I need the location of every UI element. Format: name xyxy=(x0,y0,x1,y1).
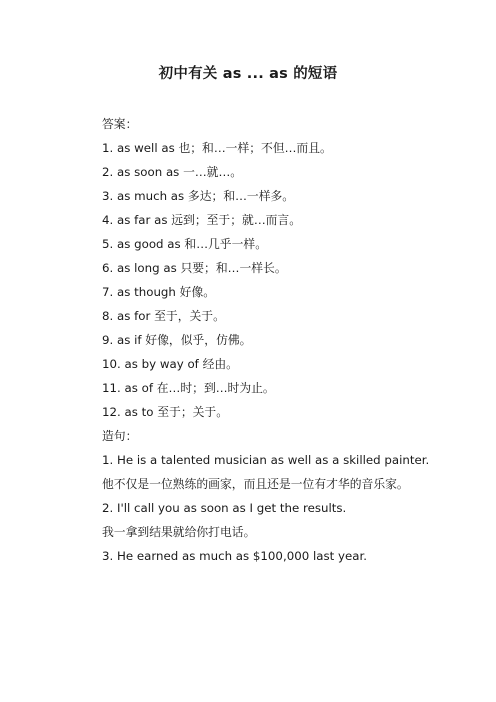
answer-item: 5. as good as 和…几乎一样。 xyxy=(102,237,267,251)
document-body xyxy=(78,112,430,568)
example-sentence-en: 2. I'll call you as soon as I get the results. xyxy=(102,501,347,515)
answer-item: 11. as of 在…时；到…时为止。 xyxy=(102,381,275,395)
answer-label: 答案： xyxy=(102,117,138,131)
example-sentence-zh: 我一拿到结果就给你打电话。 xyxy=(102,525,256,539)
answer-item: 7. as though 好像。 xyxy=(102,285,216,299)
answer-item: 10. as by way of 经由。 xyxy=(102,357,238,371)
answer-item: 9. as if 好像，似乎，仿佛。 xyxy=(102,333,252,347)
example-sentence-en: 1. He is a talented musician as well as a skilled painter. xyxy=(102,453,430,467)
answer-item: 6. as long as 只要；和…一样长。 xyxy=(102,261,287,275)
answer-item: 1. as well as 也；和…一样；不但…而且。 xyxy=(102,141,332,155)
example-sentence-en: 3. He earned as much as $100,000 last year. xyxy=(102,549,367,563)
answer-item: 2. as soon as 一…就…。 xyxy=(102,165,243,179)
answer-item: 4. as far as 远到；至于；就…而言。 xyxy=(102,213,302,227)
page-title: 初中有关 as ... as 的短语 xyxy=(158,66,338,82)
answer-item: 12. as to 至于；关于。 xyxy=(102,405,229,419)
answer-item: 3. as much as 多达；和…一样多。 xyxy=(102,189,295,203)
answer-item: 8. as for 至于，关于。 xyxy=(102,309,225,323)
sentence-label: 造句： xyxy=(102,429,138,443)
example-sentence-zh: 他不仅是一位熟练的画家，而且还是一位有才华的音乐家。 xyxy=(102,477,409,491)
